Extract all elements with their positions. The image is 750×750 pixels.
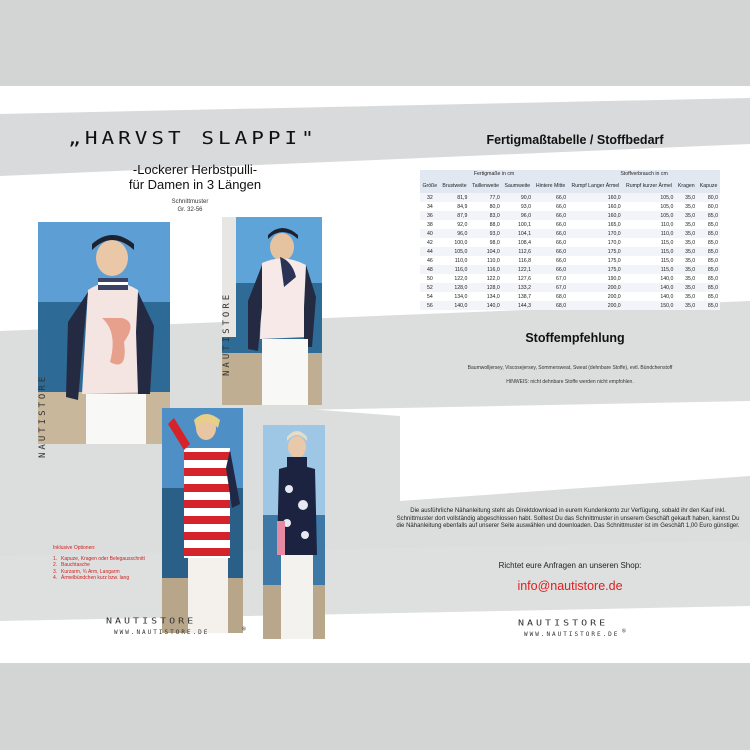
- column-header: Saumweite: [502, 178, 533, 193]
- download-info-text: Die ausführliche Nähanleitung steht als Direktdownload in eurem Kundenkonto zur Verfügung, sobald ihr den Kauf inkl. Schnittmuster dort vollständig abgeschlossen habt. Solltest Du das Schnittmuster in unserem Geschäft gekauft haben, kannst Du die Nähanleitung ebenfalls auf unserer Seite auswählen und downloaden. Das Schnittmuster ist im Geschäft 1,00 Euro günstiger.: [396, 508, 740, 529]
- table-cell: 85,0: [697, 229, 720, 238]
- table-cell: 85,0: [697, 283, 720, 292]
- size-table-title: Fertigmaßtabelle / Stoffbedarf: [486, 133, 664, 147]
- table-cell: 140,0: [660, 275, 674, 282]
- options-list: [53, 556, 183, 582]
- table-cell: 96,0: [440, 229, 470, 238]
- option-text: Kapuze, Kragen oder Belegausschnitt: [61, 555, 145, 562]
- table-cell: 115,0: [623, 247, 676, 256]
- table-cell: 108,4: [517, 239, 531, 246]
- photo-woman-white-hoodie: [38, 222, 170, 444]
- table-cell: 90,0: [502, 193, 533, 202]
- table-cell: 34: [426, 203, 433, 210]
- table-cell: 115,0: [623, 265, 676, 274]
- brand-logo-left: NAUTISTORE: [106, 617, 197, 626]
- table-cell: 66,0: [533, 247, 568, 256]
- table-cell: 122,1: [502, 265, 533, 274]
- table-cell: 85,0: [707, 275, 718, 282]
- table-cell: 175,0: [568, 265, 623, 274]
- table-cell: 128,0: [469, 283, 501, 292]
- table-row: [420, 238, 720, 247]
- table-cell: 140,0: [623, 283, 676, 292]
- table-cell: 160,0: [568, 211, 623, 220]
- table-row: [420, 292, 720, 301]
- table-cell: 38: [426, 221, 433, 228]
- pattern-label-text: Schnittmuster: [171, 199, 209, 205]
- table-cell: 80,0: [489, 203, 500, 210]
- table-cell: 56: [420, 301, 440, 310]
- options-title: Inklusive Optionen:: [53, 545, 96, 551]
- table-cell: 84,9: [457, 203, 468, 210]
- size-range: Gr. 32-56: [177, 207, 203, 213]
- table-cell: 105,0: [440, 247, 470, 256]
- table-row: [420, 211, 720, 220]
- table-cell: 81,9: [440, 193, 470, 202]
- option-number: 4.: [53, 575, 58, 581]
- table-cell: 150,0: [623, 301, 676, 310]
- table-cell: 66,0: [533, 265, 568, 274]
- vertical-brand-text-1: [38, 440, 48, 458]
- group-fabric-consumption: Stoffverbrauch in cm: [568, 170, 720, 178]
- table-cell: 105,0: [660, 203, 674, 210]
- table-cell: 98,0: [489, 239, 500, 246]
- table-cell: 144,3: [502, 301, 533, 310]
- fabric-recommendation-text: Baumwolljersey, Viscosejersey, Sommersweat, Sweat (dehnbare Stoffe), evtl. Bündchenstoff: [467, 365, 673, 371]
- table-cell: 66,0: [556, 203, 567, 210]
- table-row: [420, 301, 720, 310]
- photo-woman-back-view: [222, 217, 322, 405]
- table-cell: 85,0: [697, 265, 720, 274]
- table-cell: 88,0: [489, 221, 500, 228]
- table-group-header: [420, 170, 720, 178]
- table-cell: 80,0: [707, 203, 718, 210]
- table-cell: 92,0: [457, 221, 468, 228]
- table-cell: 66,0: [556, 257, 567, 264]
- table-cell: 85,0: [707, 221, 718, 228]
- product-title: „HARVST SLAPPI": [68, 127, 318, 149]
- table-cell: 93,0: [520, 203, 531, 210]
- table-row: [420, 220, 720, 229]
- option-number: 2.: [53, 562, 58, 568]
- table-row: [420, 283, 720, 292]
- column-header: Taillenweite: [469, 178, 501, 193]
- table-cell: 104,1: [502, 229, 533, 238]
- table-cell: 32: [420, 193, 440, 202]
- table-cell: 104,0: [469, 247, 501, 256]
- table-cell: 83,0: [469, 211, 501, 220]
- table-cell: 140,0: [440, 301, 470, 310]
- option-text: Bauchtasche: [61, 562, 90, 568]
- table-cell: 96,0: [502, 211, 533, 220]
- table-cell: 127,6: [517, 275, 531, 282]
- table-cell: 67,0: [533, 283, 568, 292]
- column-header: Kragen: [675, 178, 697, 193]
- table-cell: 170,0: [607, 239, 621, 246]
- top-gray-band: [0, 0, 750, 86]
- table-cell: 100,1: [517, 221, 531, 228]
- table-cell: 80,0: [697, 193, 720, 202]
- table-header-row: [420, 178, 720, 193]
- registered-mark-right: ®: [622, 628, 628, 635]
- column-header: Größe: [420, 178, 440, 193]
- option-number: 3.: [53, 568, 58, 575]
- table-cell: 160,0: [607, 203, 621, 210]
- column-header: Kapuze: [697, 178, 720, 193]
- table-cell: 85,0: [697, 247, 720, 256]
- table-cell: 110,0: [454, 257, 468, 264]
- table-cell: 160,0: [568, 193, 623, 202]
- table-cell: 116,0: [469, 265, 501, 274]
- table-cell: 35,0: [685, 221, 696, 228]
- table-cell: 200,0: [607, 293, 621, 300]
- group-finished-measurements: Fertigmaße in cm: [420, 170, 568, 178]
- option-text: Ärmelbündchen kurz bzw. lang: [61, 575, 130, 581]
- table-row: [420, 193, 720, 202]
- table-cell: 66,0: [533, 193, 568, 202]
- contact-email-link[interactable]: info@nautistore.de: [517, 579, 623, 593]
- table-cell: 35,0: [685, 203, 696, 210]
- table-cell: 44: [420, 247, 440, 256]
- option-text: Kurzarm, ¾ Arm, Langarm: [61, 568, 120, 575]
- subtitle-line-1: -Lockerer Herbstpulli-: [132, 162, 258, 177]
- table-row: [420, 247, 720, 256]
- table-cell: 134,0: [486, 293, 500, 300]
- table-cell: 105,0: [623, 211, 676, 220]
- table-row: [420, 202, 720, 211]
- table-cell: 54: [426, 293, 433, 300]
- table-cell: 36: [420, 211, 440, 220]
- table-cell: 66,0: [556, 221, 567, 228]
- table-cell: 110,0: [623, 229, 676, 238]
- table-cell: 66,0: [533, 229, 568, 238]
- column-header: Hintere Mitte: [533, 178, 568, 193]
- table-cell: 140,0: [469, 301, 501, 310]
- table-cell: 35,0: [685, 257, 696, 264]
- table-row: [420, 256, 720, 265]
- photo-woman-navy-pattern: [263, 425, 325, 639]
- table-cell: 87,9: [440, 211, 470, 220]
- table-cell: 116,8: [518, 257, 531, 264]
- table-cell: 128,0: [440, 283, 470, 292]
- table-cell: 85,0: [697, 211, 720, 220]
- table-cell: 35,0: [685, 275, 696, 282]
- table-cell: 52: [420, 283, 440, 292]
- table-cell: 35,0: [675, 283, 697, 292]
- table-cell: 190,0: [607, 275, 621, 282]
- fabric-hint: HINWEIS: nicht dehnbare Stoffe werden nicht empfohlen.: [506, 379, 634, 385]
- table-cell: 85,0: [697, 301, 720, 310]
- table-cell: 35,0: [685, 293, 696, 300]
- table-cell: 116,0: [440, 265, 470, 274]
- table-cell: 77,0: [469, 193, 501, 202]
- table-cell: 85,0: [707, 257, 718, 264]
- table-cell: 67,0: [556, 275, 567, 282]
- table-cell: 100,0: [454, 239, 468, 246]
- table-cell: 122,0: [454, 275, 468, 282]
- table-cell: 46: [426, 257, 433, 264]
- table-cell: 35,0: [675, 211, 697, 220]
- product-subtitle: [70, 162, 320, 192]
- table-cell: 35,0: [675, 193, 697, 202]
- table-row: [420, 265, 720, 274]
- table-cell: 35,0: [675, 301, 697, 310]
- table-cell: 35,0: [685, 239, 696, 246]
- table-cell: 50: [426, 275, 433, 282]
- table-cell: 134,0: [454, 293, 468, 300]
- table-cell: 35,0: [675, 247, 697, 256]
- table-cell: 115,0: [660, 257, 674, 264]
- contact-text: Richtet eure Anfragen an unseren Shop:: [498, 561, 642, 570]
- table-cell: 66,0: [556, 239, 567, 246]
- column-header: Rumpf kurzer Ärmel: [623, 178, 676, 193]
- bottom-gray-band: [0, 663, 750, 750]
- size-table: [420, 170, 720, 310]
- table-cell: 105,0: [623, 193, 676, 202]
- table-row: [420, 229, 720, 238]
- pattern-sheet: [0, 86, 750, 663]
- table-cell: 133,2: [502, 283, 533, 292]
- table-cell: 200,0: [568, 283, 623, 292]
- table-cell: 175,0: [568, 247, 623, 256]
- table-cell: 175,0: [607, 257, 621, 264]
- brand-logo-right: NAUTISTORE: [518, 619, 609, 628]
- table-cell: 140,0: [660, 293, 674, 300]
- table-cell: 66,0: [533, 211, 568, 220]
- option-item: [53, 575, 183, 582]
- option-number: 1.: [53, 555, 58, 562]
- table-cell: 200,0: [568, 301, 623, 310]
- vertical-brand-text-2: NAUTISTORE: [222, 291, 232, 376]
- table-cell: 85,0: [707, 239, 718, 246]
- table-cell: 42: [426, 239, 433, 246]
- pattern-label: [120, 198, 260, 214]
- fabric-recommendation-title: Stoffempfehlung: [525, 331, 625, 345]
- table-cell: 85,0: [707, 293, 718, 300]
- table-cell: 48: [420, 265, 440, 274]
- table-cell: 40: [420, 229, 440, 238]
- table-cell: 93,0: [469, 229, 501, 238]
- included-options: [53, 545, 183, 582]
- table-cell: 110,0: [660, 221, 674, 228]
- registered-mark-left: ®: [242, 626, 248, 633]
- table-cell: 138,7: [517, 293, 531, 300]
- table-cell: 110,0: [487, 257, 500, 264]
- table-cell: 170,0: [568, 229, 623, 238]
- table-cell: 35,0: [675, 229, 697, 238]
- table-cell: 68,0: [556, 293, 567, 300]
- brand-url-right: WWW.NAUTISTORE.DE: [524, 631, 620, 638]
- table-row: [420, 274, 720, 283]
- table-cell: 115,0: [660, 239, 674, 246]
- column-header: Rumpf Langer Ärmel: [568, 178, 623, 193]
- brand-url-left: WWW.NAUTISTORE.DE: [114, 629, 210, 636]
- column-header: Brustweite: [440, 178, 470, 193]
- photo-woman-red-stripes: [162, 408, 243, 633]
- table-cell: 35,0: [675, 265, 697, 274]
- table-cell: 112,6: [502, 247, 533, 256]
- subtitle-line-2: für Damen in 3 Längen: [128, 177, 262, 192]
- table-cell: 68,0: [533, 301, 568, 310]
- table-cell: 165,0: [607, 221, 621, 228]
- table-cell: 122,0: [486, 275, 500, 282]
